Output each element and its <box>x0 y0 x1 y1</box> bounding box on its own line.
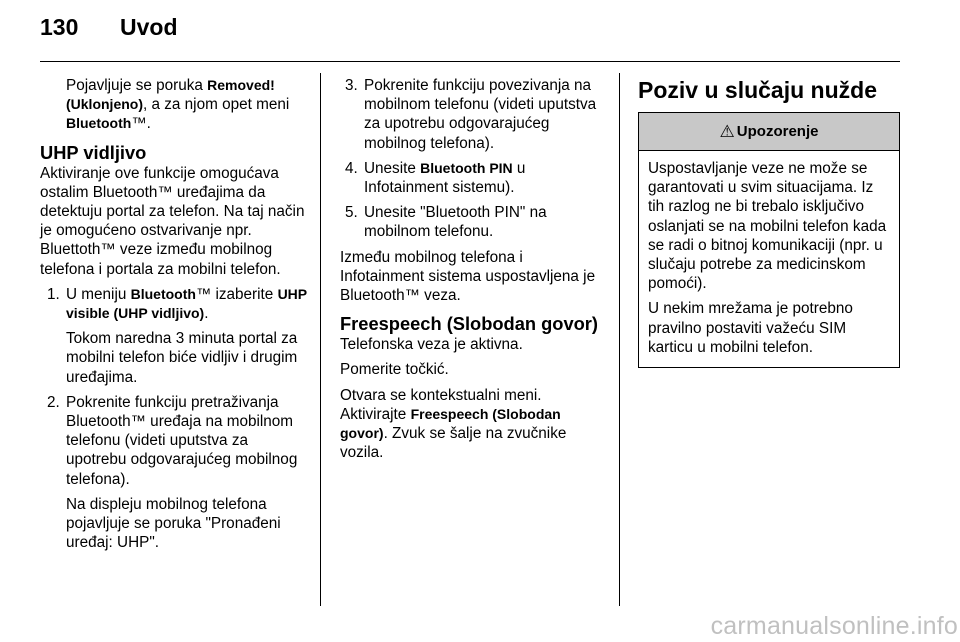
column-divider-1 <box>320 73 321 606</box>
intro-paragraph: Pojavljuje se poruka Removed! (Uklonjeno), a za njom opet meni Bluetooth™. <box>66 77 290 133</box>
connection-paragraph: Između mobilnog telefona i Infotainment sistema uspostavljena je Bluetooth™ veza. <box>340 248 596 305</box>
step-4: 4. Unesite Bluetooth PIN u Infotainment sistemu). <box>345 159 526 197</box>
heading-emergency-call: Poziv u slučaju nužde <box>638 77 877 103</box>
watermark: carmanualsonline.info <box>710 612 958 640</box>
steps-list <box>40 285 308 553</box>
step-2-note: Na displeju mobilnog telefona pojavljuje se poruka "Pronađeni uređaj: UHP". <box>66 495 281 552</box>
warning-header <box>639 113 899 151</box>
section-title: Uvod <box>120 14 178 40</box>
steps-list-continued <box>340 76 608 242</box>
column-2 <box>340 76 608 468</box>
step-3: 3. Pokrenite funkciju povezivanja na mobilnom telefonu (videti uputstva za upotrebu odgovarajućeg mobilnog telefona). <box>345 77 597 152</box>
step-1-note: Tokom naredna 3 minuta portal za mobilni telefon biće vidljiv i drugim uređajima. <box>66 330 298 386</box>
warning-icon: ⚠ <box>719 121 735 141</box>
warning-box <box>638 112 900 368</box>
warning-p2: U nekim mrežama je potrebno pravilno postaviti važeću SIM karticu u mobilni telefon. <box>648 300 853 356</box>
page-number: 130 <box>40 14 79 40</box>
header-rule <box>40 61 900 62</box>
step-5: 5. Unesite "Bluetooth PIN" na mobilnom telefonu. <box>345 204 547 241</box>
freespeech-p1: Telefonska veza je aktivna. <box>340 336 523 354</box>
warning-title: Upozorenje <box>736 122 819 140</box>
column-3 <box>638 76 900 368</box>
uhp-paragraph: Aktiviranje ove funkcije omogućava ostalim Bluetooth™ uređajima da detektuju portal za telefon. Na taj način je omogućeno ostvarivanje npr. Bluettoth™ veze između mobilnog telefona i portala za mobilni telefon. <box>40 164 305 278</box>
step-1: 1. U meniju Bluetooth™ izaberite UHP visible (UHP vidljivo). Tokom naredna 3 minuta portal za mobilni telefon biće vidljiv i drugim uređajima. <box>47 285 307 386</box>
warning-body <box>639 151 899 367</box>
heading-uhp-visible: UHP vidljivo <box>40 141 147 163</box>
freespeech-p3: Otvara se kontekstualni meni. Aktivirajte Freespeech (Slobodan govor). Zvuk se šalje na zvučnike vozila. <box>340 386 567 462</box>
step-2: 2. Pokrenite funkciju pretraživanja Bluetooth™ uređaja na mobilnom telefonu (videti uputstva za upotrebu odgovarajućeg mobilnog telefona). Na displeju mobilnog telefona pojavljuje se poruka "Pronađeni uređaj: UHP". <box>42 393 308 553</box>
warning-p1: Uspostavljanje veze ne može se garantovati u svim situacijama. Iz tih razlog ne bi trebalo isključivo oslanjati se na mobilni telefon kada se radi o bitnoj komunikaciji (npr. u slučaju potrebe za medicinskom pomoći). <box>648 160 887 293</box>
freespeech-p2: Pomerite točkić. <box>340 361 449 379</box>
column-divider-2 <box>619 73 620 606</box>
heading-freespeech: Freespeech (Slobodan govor) <box>340 313 599 335</box>
column-1 <box>40 76 308 558</box>
